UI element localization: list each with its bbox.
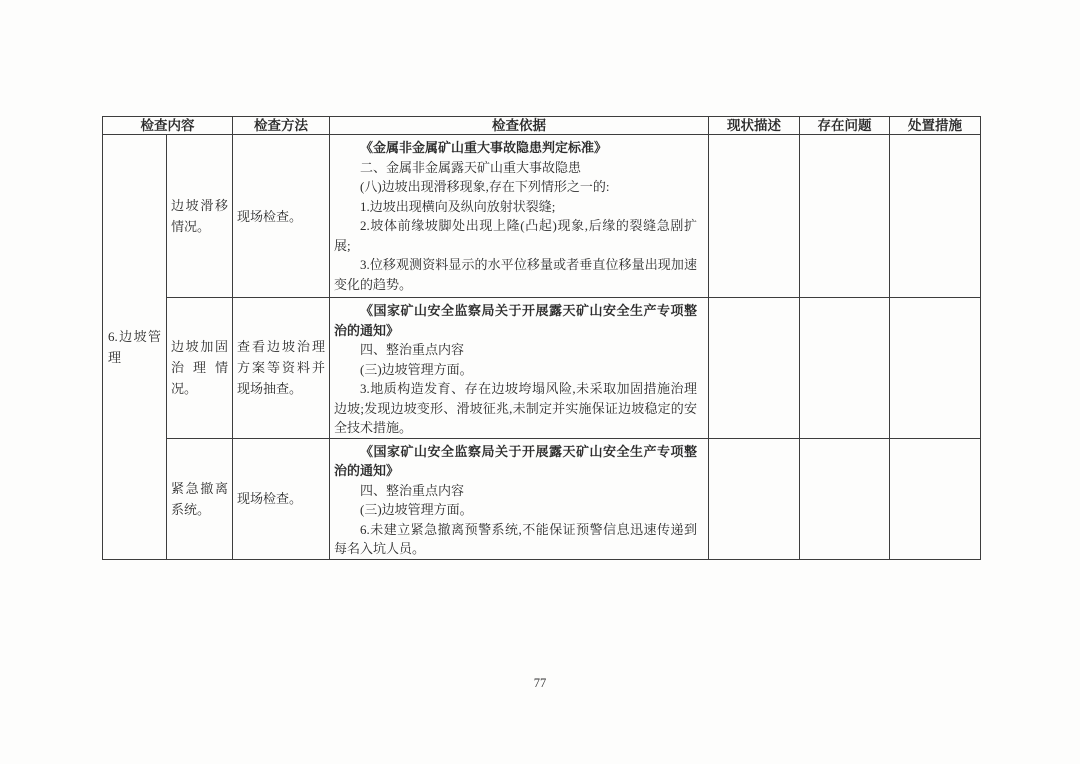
basis-doc-title: 《国家矿山安全监察局关于开展露天矿山安全生产专项整治的通知》 [334, 443, 697, 478]
table-row [103, 135, 981, 298]
status-cell [709, 298, 800, 439]
inspection-table [102, 116, 981, 560]
status-cell [709, 135, 800, 298]
basis-doc-title: 《金属非金属矿山重大事故隐患判定标准》 [360, 140, 608, 155]
basis-doc-title: 《国家矿山安全监察局关于开展露天矿山安全生产专项整治的通知》 [334, 303, 697, 338]
page-number: 77 [533, 676, 547, 690]
measure-cell [890, 298, 981, 439]
method-cell: 现场检查。 [233, 438, 330, 559]
method-cell: 查看边坡治理方案等资料并现场抽查。 [233, 298, 330, 439]
basis-paragraph: 1.边坡出现横向及纵向放射状裂缝; [360, 198, 556, 214]
basis-cell [330, 298, 709, 439]
basis-paragraph: 四、整治重点内容 [360, 342, 465, 357]
method-cell: 现场检查。 [233, 135, 330, 298]
category-cell: 6.边坡管理 [103, 135, 167, 560]
content-cell: 紧急撤离系统。 [167, 438, 233, 559]
header-check-basis: 检查依据 [330, 117, 709, 135]
basis-cell [330, 438, 709, 559]
basis-paragraph: 3.地质构造发育、存在边坡垮塌风险,未采取加固措施治理边坡;发现边坡变形、滑坡征兆,未制定并实施保证边坡稳定的安全技术措施。 [334, 381, 697, 435]
basis-cell [330, 135, 709, 298]
basis-paragraph: (三)边坡管理方面。 [360, 502, 473, 517]
table-row [103, 298, 981, 439]
basis-paragraph: (八)边坡出现滑移现象,存在下列情形之一的: [360, 179, 610, 194]
basis-paragraph: 3.位移观测资料显示的水平位移量或者垂直位移量出现加速变化的趋势。 [334, 257, 697, 292]
header-check-content: 检查内容 [103, 117, 233, 135]
content-cell: 边坡加固治理情况。 [167, 298, 233, 439]
measure-cell [890, 438, 981, 559]
problem-cell [800, 298, 890, 439]
problem-cell [800, 135, 890, 298]
basis-paragraph: 四、整治重点内容 [360, 482, 465, 498]
header-check-method: 检查方法 [233, 117, 330, 135]
basis-paragraph: (三)边坡管理方面。 [360, 361, 473, 377]
measure-cell [890, 135, 981, 298]
header-status-description: 现状描述 [709, 117, 800, 135]
status-cell [709, 438, 800, 559]
problem-cell [800, 438, 890, 559]
basis-paragraph: 2.坡体前缘坡脚处出现上隆(凸起)现象,后缘的裂缝急剧扩展; [334, 218, 697, 253]
header-disposal-measures: 处置措施 [890, 117, 981, 135]
basis-paragraph: 6.未建立紧急撤离预警系统,不能保证预警信息迅速传递到每名入坑人员。 [334, 521, 697, 556]
header-existing-problems: 存在问题 [800, 117, 890, 135]
header-row [103, 117, 981, 135]
basis-paragraph: 二、金属非金属露天矿山重大事故隐患 [360, 159, 582, 175]
content-cell: 边坡滑移情况。 [167, 135, 233, 298]
table-row [103, 438, 981, 559]
